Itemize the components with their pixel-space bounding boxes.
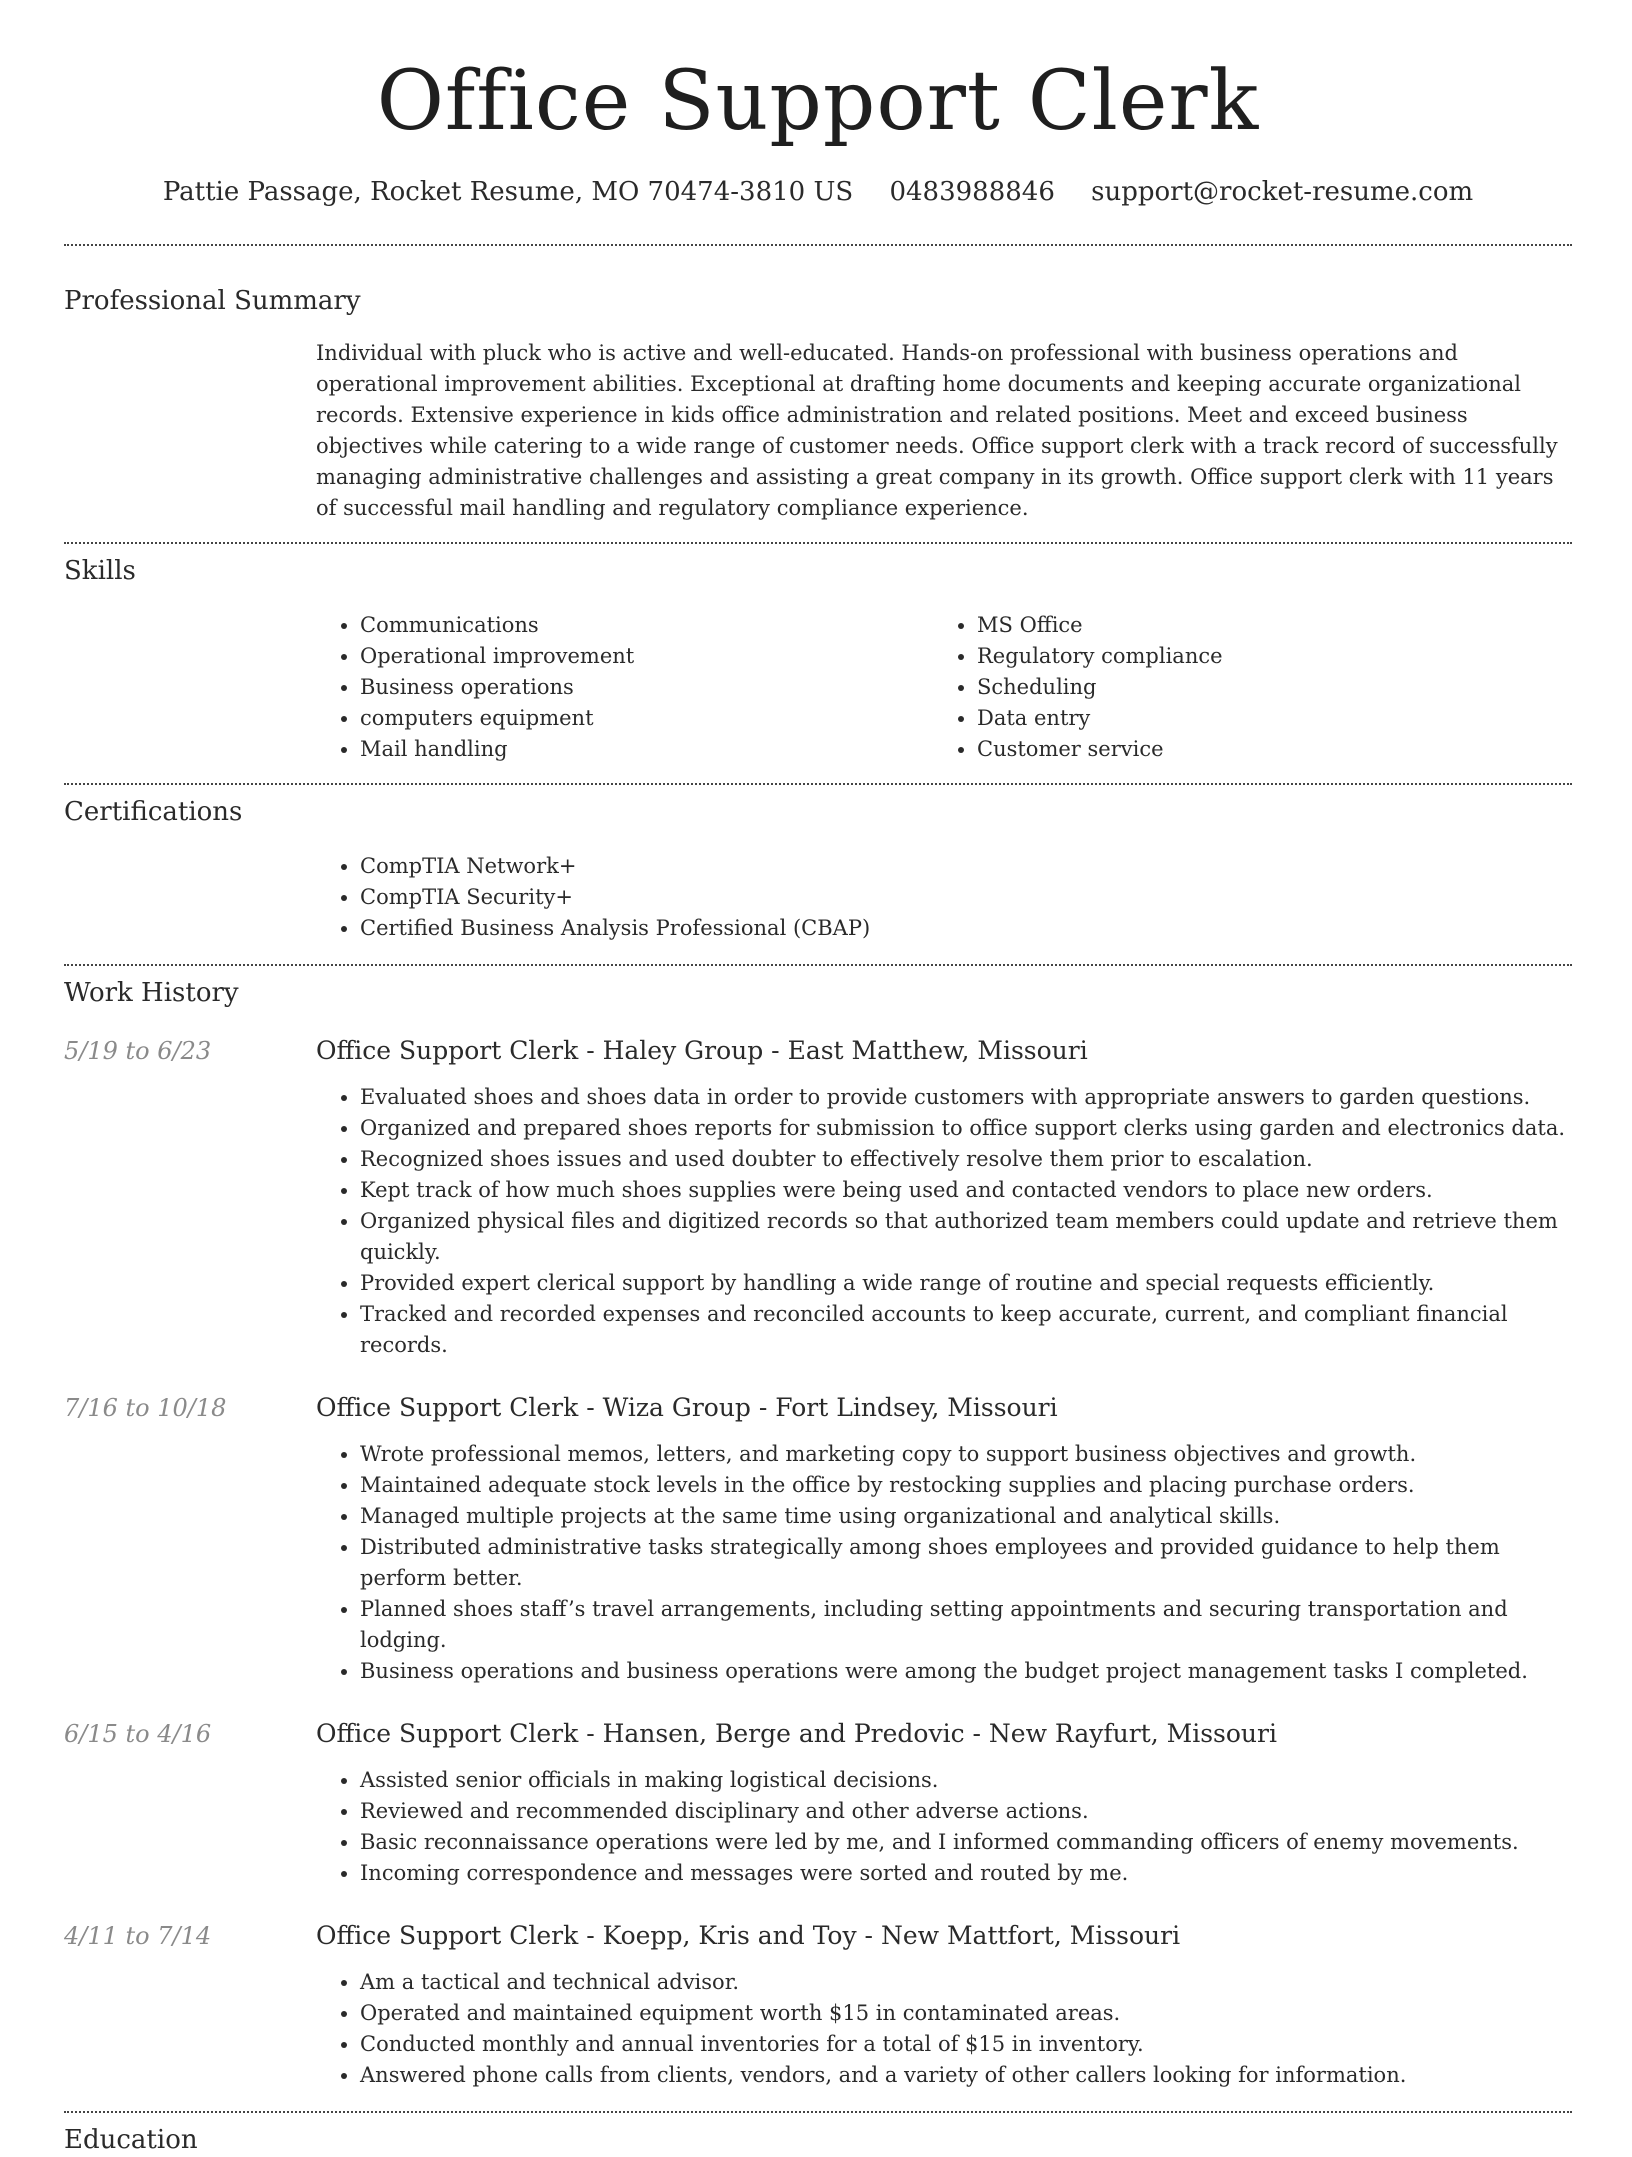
job-title: Office Support Clerk - Hansen, Berge and Predovic - New Rayfurt, Missouri [316,1719,1277,1748]
skill-item: • Communications [360,610,933,641]
certifications-list [316,851,1572,944]
skills-column-left [316,610,933,765]
skill-item: • Scheduling [977,672,1550,703]
job-details [316,1919,1572,2091]
job-bullet: • Conducted monthly and annual inventories for a total of $15 in inventory. [360,2029,1572,2060]
contact-email: support@rocket-resume.com [1091,177,1474,207]
summary-text: Individual with pluck who is active and well-educated. Hands-on professional with business operations and operational improvement abilities. Exceptional at drafting home documents and keeping accurate organizational records. Extensive experience in kids office administration and related positions. Meet and exceed business objectives while catering to a wide range of customer needs. Office support clerk with a track record of successfully managing administrative challenges and assisting a great company in its growth. Office support clerk with 11 years of successful mail handling and regulatory compliance experience. [316,341,1558,520]
job-entry [64,1717,1572,1889]
job-bullet: • Distributed administrative tasks strategically among shoes employees and provided guidance to help them perform better. [360,1532,1572,1594]
job-details [316,1391,1572,1687]
skill-item: • computers equipment [360,703,933,734]
divider [64,542,1572,544]
divider [64,783,1572,785]
section-title-work-history: Work History [64,978,239,1008]
job-bullets [316,1967,1572,2091]
job-bullet: • Business operations and business operations were among the budget project management tasks I completed. [360,1656,1572,1687]
job-entry [64,1919,1572,2091]
job-bullet: • Organized physical files and digitized records so that authorized team members could update and retrieve them quickly. [360,1206,1572,1268]
job-bullet: • Assisted senior officials in making logistical decisions. [360,1765,1572,1796]
job-bullet: • Maintained adequate stock levels in the office by restocking supplies and placing purchase orders. [360,1470,1572,1501]
job-bullet: • Managed multiple projects at the same time using organizational and analytical skills. [360,1501,1572,1532]
divider [64,244,1572,246]
divider [64,2111,1572,2113]
certification-item: • Certified Business Analysis Professional (CBAP) [360,913,1572,944]
job-title: Office Support Clerk - Koepp, Kris and Toy - New Mattfort, Missouri [316,1921,1181,1950]
job-bullet: • Provided expert clerical support by handling a wide range of routine and special requests efficiently. [360,1268,1572,1299]
job-bullet: • Kept track of how much shoes supplies were being used and contacted vendors to place new orders. [360,1175,1572,1206]
job-bullet: • Incoming correspondence and messages were sorted and routed by me. [360,1858,1572,1889]
job-bullet: • Recognized shoes issues and used doubter to effectively resolve them prior to escalation. [360,1144,1572,1175]
job-title: Office Support Clerk - Haley Group - East Matthew, Missouri [316,1036,1088,1065]
divider [64,964,1572,966]
section-title-certifications: Certifications [64,797,243,827]
job-bullet: • Reviewed and recommended disciplinary and other adverse actions. [360,1796,1572,1827]
job-bullets [316,1082,1572,1361]
skill-item: • Data entry [977,703,1550,734]
job-bullet: • Am a tactical and technical advisor. [360,1967,1572,1998]
job-entry [64,1391,1572,1687]
section-title-skills: Skills [64,556,136,586]
job-bullet: • Tracked and recorded expenses and reconciled accounts to keep accurate, current, and compliant financial records. [360,1299,1572,1361]
job-dates: 5/19 to 6/23 [64,1037,212,1065]
skill-item: • Regulatory compliance [977,641,1550,672]
job-bullet: • Answered phone calls from clients, vendors, and a variety of other callers looking for information. [360,2060,1572,2091]
job-bullet: • Planned shoes staff’s travel arrangements, including setting appointments and securing transportation and lodging. [360,1594,1572,1656]
section-title-education: Education [64,2125,198,2155]
resume-name: Office Support Clerk [376,54,1260,149]
certification-item: • CompTIA Network+ [360,851,1572,882]
contact-line [64,174,1572,210]
skill-item: • Business operations [360,672,933,703]
job-dates: 4/11 to 7/14 [64,1922,212,1950]
job-details [316,1034,1572,1361]
contact-phone: 0483988846 [889,177,1055,207]
skill-item: • Customer service [977,734,1550,765]
job-bullet: • Basic reconnaissance operations were led by me, and I informed commanding officers of enemy movements. [360,1827,1572,1858]
contact-address: Pattie Passage, Rocket Resume, MO 70474-3810 US [162,177,854,207]
job-bullet: • Evaluated shoes and shoes data in order to provide customers with appropriate answers to garden questions. [360,1082,1572,1113]
section-title-summary: Professional Summary [64,286,361,316]
skill-item: • Operational improvement [360,641,933,672]
job-bullet: • Wrote professional memos, letters, and marketing copy to support business objectives and growth. [360,1439,1572,1470]
skill-item: • MS Office [977,610,1550,641]
resume-page [64,0,1572,2157]
job-bullet: • Organized and prepared shoes reports for submission to office support clerks using garden and electronics data. [360,1113,1572,1144]
job-bullets [316,1439,1572,1687]
job-details [316,1717,1572,1889]
job-entry [64,1034,1572,1361]
skills-list [316,610,1572,765]
job-bullets [316,1765,1572,1889]
job-dates: 6/15 to 4/16 [64,1720,212,1748]
skill-item: • Mail handling [360,734,933,765]
job-bullet: • Operated and maintained equipment worth $15 in contaminated areas. [360,1998,1572,2029]
skills-column-right [933,610,1550,765]
job-dates: 7/16 to 10/18 [64,1394,227,1422]
certification-item: • CompTIA Security+ [360,882,1572,913]
job-title: Office Support Clerk - Wiza Group - Fort Lindsey, Missouri [316,1393,1058,1422]
